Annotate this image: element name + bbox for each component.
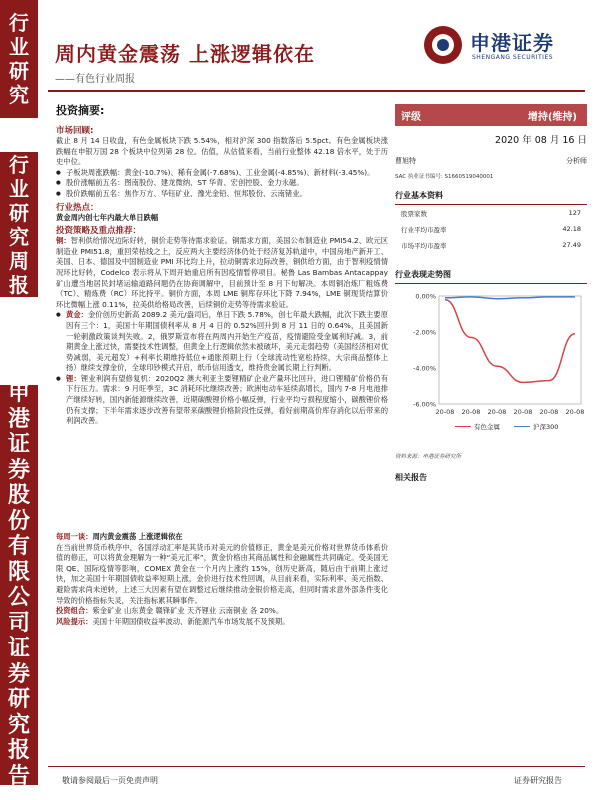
sidebar-char: 告 [7, 762, 30, 789]
sidebar-top-label [0, 0, 38, 118]
sac-number: SAC 执业证书编号: S1660519040001 [395, 174, 494, 180]
weekly-heading [56, 532, 388, 543]
sidebar-char: 报 [9, 272, 29, 297]
sidebar-char: 业 [9, 35, 29, 59]
weekly-lead: 每周一谈： [56, 532, 93, 541]
y-tick-label: -6.00% [413, 400, 436, 409]
report-date: 2020 年 08 月 16 日 [495, 135, 587, 146]
hot-item-gold: 黄金周内创七年内最大单日跌幅 [56, 212, 159, 222]
legend-item [514, 422, 558, 431]
legend-item [455, 422, 500, 431]
kv-key: 股票家数 [401, 210, 427, 218]
chart-source: 资料来源：申港证券研究所 [395, 454, 462, 460]
sidebar-mid-label [0, 152, 38, 297]
header-divider [48, 90, 585, 92]
x-tick-label: 20-08 [435, 408, 455, 416]
sidebar-char: 证 [7, 635, 30, 661]
analyst-role: 分析师 [566, 157, 587, 165]
legend-swatch [514, 426, 530, 428]
sidebar-char: 公 [7, 584, 30, 610]
disclaimer-link[interactable]: 敬请参阅最后一页免责声明 [62, 776, 158, 785]
sidebar-char: 有 [7, 533, 30, 559]
sidebar-char: 股 [7, 482, 30, 508]
gold-lead: 黄金： [66, 310, 88, 320]
sidebar-char: 限 [7, 558, 30, 585]
sidebar-char: 究 [7, 711, 30, 738]
sidebar-char: 证 [7, 431, 30, 457]
footer-label: 证券研究报告 [514, 776, 562, 785]
portfolio-line [56, 606, 388, 617]
trend-chart-svg [395, 288, 587, 420]
related-reports-title: 相关报告 [395, 473, 427, 482]
plot-frame [439, 296, 581, 404]
y-tick-label: -4.00% [413, 364, 436, 373]
page-title: 周内黄金震荡 上涨逻辑依在 [55, 42, 315, 66]
kv-value: 127 [568, 209, 581, 217]
gold-paragraph [56, 310, 388, 374]
main-column [56, 98, 388, 427]
sidebar-char: 申 [7, 380, 30, 406]
sidebar-char: 行 [9, 11, 29, 35]
right-column [395, 104, 587, 483]
x-tick-label: 20-08 [539, 408, 559, 416]
sidebar-char: 券 [7, 456, 30, 483]
y-tick-label: 0.00% [415, 292, 436, 301]
x-tick-label: 20-08 [565, 408, 585, 416]
risk-text: 美国十年期国债收益率波动、新能源汽车市场发展不及预期。 [92, 616, 290, 626]
copper-paragraph [56, 236, 388, 310]
logo-text: 申港证券 [470, 31, 554, 55]
rating-label: 评级 [401, 111, 421, 123]
sidebar-char: 港 [7, 405, 30, 432]
market-review-text: 截止 8 月 14 日收盘，有色金属板块下跌 5.54%，相对沪深 300 指数落后 5.5pct。有色金属板块涨跌幅在申银万国 28 个板块中位列第 28 位。估值，从估值来看，当前行业整体 42.18 倍水平，处于历史中位。 [56, 136, 388, 167]
copper-lead: 铜： [56, 236, 71, 246]
risk-lead: 风险提示： [56, 616, 93, 626]
weekly-title: 周内黄金震荡 上涨逻辑依在 [92, 532, 183, 541]
sidebar-char: 研 [7, 686, 30, 712]
sidebar-char: 司 [7, 609, 30, 636]
x-tick-label: 20-08 [461, 408, 481, 416]
industry-hot-label: 行业热点： [56, 202, 99, 213]
x-tick-label: 20-08 [487, 408, 507, 416]
sidebar-char: 报 [7, 737, 30, 763]
kv-row [395, 237, 587, 253]
portfolio-text: 紫金矿业 山东黄金 赣锋矿业 天齐锂业 云南铜业 各 20%。 [92, 606, 284, 616]
lithium-lead: 锂： [66, 373, 81, 383]
gold-text: 金价创历史新高 2089.2 美元/盎司后，单日下跌 5.78%，创七年最大跌幅，此次下跌主要原因有三个：1，美国十年期国债利率从 8 月 4 日的 0.52%回升到 8 月 11 日的 0.64%，且美国新一轮刺激政策谈判失败。2，俄罗斯宣布将在两周内开始生产疫苗，疫情避险受金属利好减。3，前期黄金上涨过快，需要技术性调整，但黄金上行逻辑依然未被破坏，美元走弱趋势（美国经济相对优势减弱，美元超发）+利率长期维持低位+通胀预期上行（全球流动性宽松持续，大宗商品整体上扬）继续支撑金价，全球印钞模式开启，纸币信用透支，维持贵金属长期上行判断。 [66, 310, 388, 373]
kv-row [395, 205, 587, 221]
weekly-text: 在当前世界货币秩序中，各国浮动汇率是其货币对美元的价值修正，黄金是美元价格对世界货币体系价值的修正，可以将黄金理解为一种“美元汇率”，黄金价格由其商品属性和金融属性共同确定。受美国无限 QE、国际疫情等影响，COMEX 黄金在一个月内上涨约 15%，创历史新高，随后由于前期上涨过快，加之美国十年期国债收益率短期上涨，金价进行技术性回调，从目前来看，实际利率、美元指数、避险需求尚未逆转，上述三大因素有望在调整过后继续推动金银价格走高，但同时需求意外部条件变化导致的价格指标失灵，关注指标累其瞬事件。 [56, 542, 388, 605]
strategy-label: 投资策略及重点推荐： [56, 226, 142, 237]
logo-icon [424, 26, 462, 64]
chart-legend [455, 422, 558, 431]
sidebar-char: 周 [9, 248, 29, 273]
company-logo [424, 26, 584, 66]
legend-label: 沪深300 [533, 423, 559, 431]
analyst-name: 曹旭特 [395, 157, 416, 165]
legend-label: 有色金属 [474, 423, 500, 431]
kv-key: 市场平均市盈率 [401, 242, 447, 250]
kv-key: 行业平均市盈率 [401, 226, 447, 234]
rating-value: 增持(维持) [527, 111, 577, 123]
footer-divider [48, 766, 585, 767]
legend-swatch [455, 426, 471, 428]
series-line [445, 300, 575, 383]
x-tick-label: 20-08 [513, 408, 533, 416]
y-tick-label: -2.00% [413, 328, 436, 337]
sidebar-char: 券 [7, 660, 30, 687]
page-subtitle: ——有色行业周报 [55, 74, 135, 85]
sidebar-char: 业 [9, 176, 29, 201]
kv-row [395, 221, 587, 237]
kv-value: 42.18 [562, 225, 581, 233]
bullet-top-gainers: ● 股价涨幅前五名：图南股份、建龙微纳、ST 华青、宏创控股、金力永磁。 [56, 178, 388, 189]
summary-heading: 投资摘要: [56, 104, 105, 117]
logo-text-en: SHENGANG SECURITIES [472, 54, 554, 61]
sidebar-char: 份 [7, 507, 30, 534]
trend-chart-title: 行业表现走势图 [395, 269, 587, 284]
sidebar-char: 研 [9, 200, 29, 225]
sidebar-bottom-label [0, 380, 38, 789]
weekly-block [56, 532, 388, 627]
bullet-sub-sector: ● 子板块周涨跌幅：黄金(-10.7%)、稀有金属(-7.68%)、工业金属(-4.85%)、新材料(-3.45%)。 [56, 168, 388, 179]
copper-text: 智利供给情况边际好转，铜价走势等待需求验证。铜需求方面，美国公布制造业 PMI54.2、欧元区制造业 PMI51.8，重回荣枯线之上，反应两大主要经济体仍处于经济复苏轨道中，中国房地产新开工、美国、日本、德国及中国制造业 PMI 环比均上升，拉动铜需求边际改善，铜供给方面，由于智利疫情情况环比好转，Codelco 表示将从下周开始重启所有因疫情暂停项目。秘鲁 Las Bambas Antacappay 矿山遭当地居民封堵运输道路问题仍在协商调解中，目前预计至 8 月下旬解决。本周铜冶炼厂粗炼费（TC）、精炼费（RC）环比持平。铜价方面，本周 LME 铜库存环比下降 7.94%，LME 铜现货结算价环比微幅上涨 0.11%，拉美供给格局改善，后续铜价走势等待需求验证。 [56, 236, 389, 309]
portfolio-lead: 投资组合： [56, 606, 93, 616]
lithium-text: 锂业利润有望修复机：2020Q2 澳大利亚主要锂精矿企业产量环比回升，进口锂精矿价格仍有下行压力。需求：9 月旺季至，3C 消耗环比继续改善；欧洲电动车延续高增长，国内 7-8 月电池排产继续好转，国内新能源继续改善，近期碳酸锂价格小幅反弹，行业平均亏损程度缩小，碳酸锂价格仍有支撑；下半年需求逐步改善有望带来碳酸锂价格阶段性反弹，看好前期高价库存消化以后带来的利润改善。 [66, 373, 389, 426]
series-line [445, 297, 575, 299]
market-review-label: 市场回顾: [56, 126, 94, 136]
sidebar-char: 研 [9, 59, 29, 83]
risk-line [56, 617, 388, 628]
sidebar-char: 究 [9, 83, 29, 107]
sidebar-char: 行 [9, 152, 29, 177]
kv-value: 27.49 [562, 241, 581, 249]
bullet-top-losers: ● 股价跌幅前五名：焦作万方、华钰矿业、豫光金铅、恒邦股份、云南锗业。 [56, 189, 388, 200]
rating-bar [395, 104, 587, 126]
basic-info-title: 行业基本资料 [395, 190, 587, 205]
lithium-paragraph [56, 374, 388, 427]
sidebar-char: 究 [9, 224, 29, 249]
analyst-block [395, 156, 587, 180]
trend-chart [395, 288, 587, 440]
